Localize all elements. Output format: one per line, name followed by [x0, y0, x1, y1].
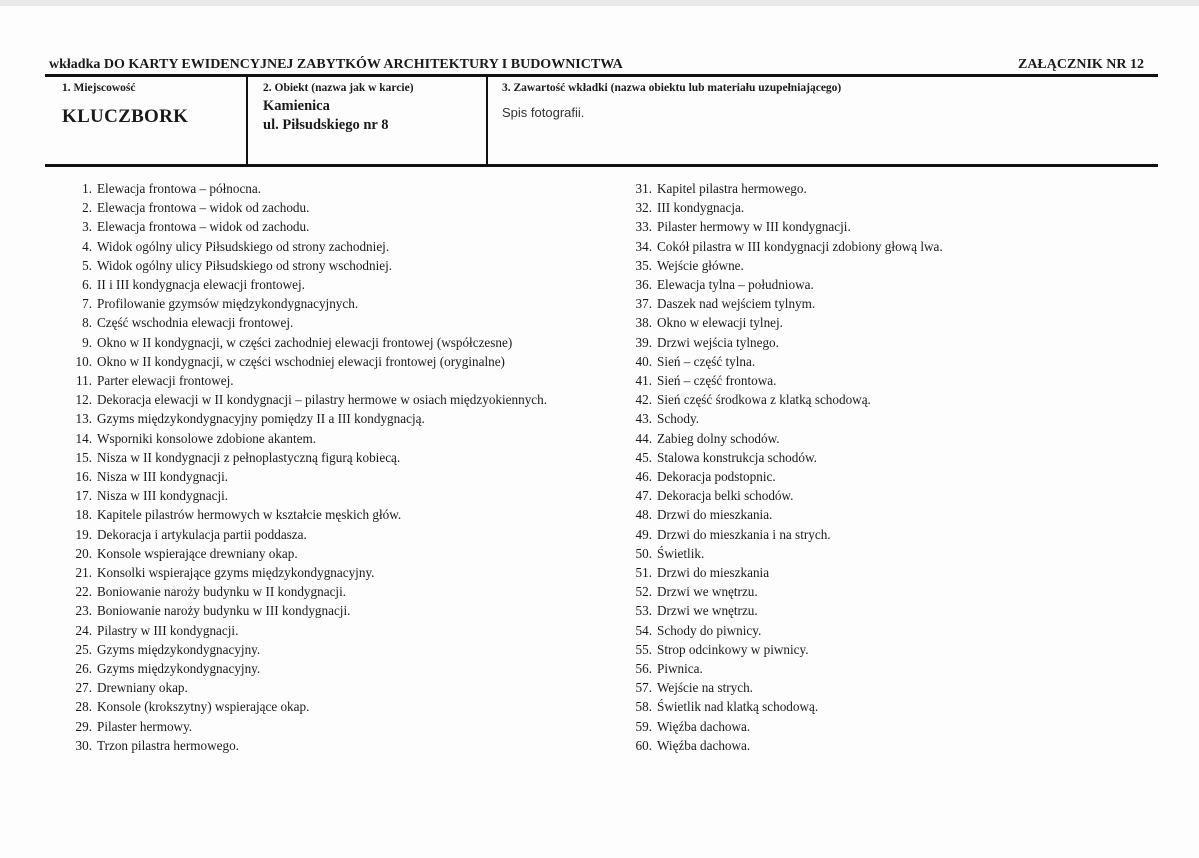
list-item-text: Dekoracja podstopnic.: [657, 469, 776, 485]
scan-edge: [0, 0, 1199, 6]
list-item-text: Dekoracja i artykulacja partii poddasza.: [97, 526, 307, 542]
content-label: 3. Zawartość wkładki (nazwa obiektu lub materiału uzupełniającego): [502, 82, 842, 94]
list-item-text: Elewacja frontowa – północna.: [97, 181, 262, 196]
list-item: [58, 544, 594, 563]
list-item: [618, 256, 1158, 275]
list-item-number: 14.: [75, 430, 92, 446]
list-item: [618, 352, 1158, 371]
list-item: [618, 582, 1158, 601]
list-item-number: 6.: [82, 277, 92, 293]
list-item-number: 30.: [75, 737, 92, 753]
list-item: [58, 659, 594, 678]
list-item-number: 8.: [82, 315, 92, 331]
list-item-text: Konsole (krokszytny) wspierające okap.: [97, 699, 310, 715]
list-item-text: Drzwi do mieszkania: [657, 565, 770, 581]
list-item-number: 33.: [635, 219, 652, 235]
list-item-text: Nisza w III kondygnacji.: [97, 488, 229, 504]
list-item: [618, 333, 1158, 352]
list-item-text: Gzyms międzykondygnacyjny.: [97, 641, 261, 657]
list-item: [618, 505, 1158, 524]
list-item-number: 29.: [75, 718, 92, 734]
list-item-text: Więźba dachowa.: [657, 718, 751, 734]
list-item-text: Nisza w III kondygnacji.: [97, 469, 229, 485]
list-item-number: 26.: [75, 661, 92, 677]
list-item-text: Konsolki wspierające gzyms międzykondygnacyjny.: [97, 565, 375, 581]
list-item-number: 58.: [635, 699, 652, 715]
list-item: [58, 448, 594, 467]
list-item-number: 31.: [635, 181, 652, 196]
list-item: [58, 179, 594, 198]
list-item: [618, 448, 1158, 467]
list-item-number: 17.: [75, 488, 92, 504]
list-item-text: Okno w elewacji tylnej.: [657, 315, 783, 331]
list-item: [58, 601, 594, 620]
list-item: [58, 640, 594, 659]
list-item-text: Drzwi do mieszkania.: [657, 507, 773, 523]
list-item: [58, 237, 594, 256]
list-item: [58, 256, 594, 275]
list-item-number: 22.: [75, 584, 92, 600]
photo-list-right: [618, 179, 1158, 755]
list-item: [58, 582, 594, 601]
list-item-text: Okno w II kondygnacji, w części wschodniej elewacji frontowej (oryginalne): [97, 353, 505, 369]
list-item-number: 44.: [635, 430, 652, 446]
locality-value: KLUCZBORK: [62, 106, 189, 127]
list-item: [618, 697, 1158, 716]
list-item-text: Okno w II kondygnacji, w części zachodniej elewacji frontowej (współczesne): [97, 334, 513, 350]
list-item-number: 4.: [82, 238, 92, 254]
list-item-number: 48.: [635, 507, 652, 523]
list-item-number: 45.: [635, 449, 652, 465]
list-item: [58, 621, 594, 640]
list-item: [58, 429, 594, 448]
list-item-text: Wsporniki konsolowe zdobione akantem.: [97, 430, 317, 446]
list-item-text: Pilastry w III kondygnacji.: [97, 622, 239, 638]
list-item-number: 18.: [75, 507, 92, 523]
list-item: [58, 505, 594, 524]
list-item: [58, 486, 594, 505]
list-item-text: Sień – część tylna.: [657, 353, 756, 369]
locality-label: 1. Miejscowość: [62, 82, 136, 94]
list-item: [58, 697, 594, 716]
list-item: [618, 429, 1158, 448]
list-item-text: Drzwi we wnętrzu.: [657, 584, 758, 600]
list-item-number: 2.: [82, 200, 92, 216]
list-item-number: 54.: [635, 622, 652, 638]
list-item-text: II i III kondygnacja elewacji frontowej.: [97, 277, 305, 293]
list-item-text: Drzwi do mieszkania i na strych.: [657, 526, 831, 542]
list-item-text: Część wschodnia elewacji frontowej.: [97, 315, 294, 331]
list-item-number: 51.: [635, 565, 652, 581]
list-item: [58, 678, 594, 697]
list-item-text: Dekoracja elewacji w II kondygnacji – pilastry hermowe w osiach międzyokiennych.: [97, 392, 548, 408]
list-item: [618, 409, 1158, 428]
list-item-number: 55.: [635, 641, 652, 657]
list-item-number: 53.: [635, 603, 652, 619]
list-item-number: 37.: [635, 296, 652, 312]
list-item-text: Schody do piwnicy.: [657, 622, 762, 638]
list-item-text: Widok ogólny ulicy Piłsudskiego od strony zachodniej.: [97, 238, 390, 254]
list-item-text: Drzwi we wnętrzu.: [657, 603, 758, 619]
list-item-text: Dekoracja belki schodów.: [657, 488, 794, 504]
list-item-text: Elewacja tylna – południowa.: [657, 277, 814, 293]
list-item: [58, 217, 594, 236]
list-item-number: 39.: [635, 334, 652, 350]
list-item-text: Kapitel pilastra hermowego.: [657, 181, 807, 196]
photo-list-left: [58, 179, 594, 755]
list-item-number: 12.: [75, 392, 92, 408]
list-item-text: Profilowanie gzymsów międzykondygnacyjnych.: [97, 296, 359, 312]
list-item: [58, 525, 594, 544]
list-item-number: 34.: [635, 238, 652, 254]
list-item: [618, 179, 1158, 198]
list-item: [58, 313, 594, 332]
list-item-number: 43.: [635, 411, 652, 427]
list-item-number: 59.: [635, 718, 652, 734]
list-item-number: 20.: [75, 545, 92, 561]
list-item: [618, 275, 1158, 294]
list-item-text: Strop odcinkowy w piwnicy.: [657, 641, 809, 657]
list-item-number: 19.: [75, 526, 92, 542]
list-item: [58, 371, 594, 390]
list-item: [618, 601, 1158, 620]
list-item: [618, 525, 1158, 544]
list-item-number: 27.: [75, 680, 92, 696]
list-item-text: Elewacja frontowa – widok od zachodu.: [97, 219, 310, 235]
list-item: [58, 390, 594, 409]
content-value: Spis fotografii.: [502, 105, 585, 120]
list-item-text: III kondygnacja.: [657, 200, 745, 216]
list-item: [618, 640, 1158, 659]
list-item-number: 56.: [635, 661, 652, 677]
list-item-number: 60.: [635, 737, 652, 753]
list-item-text: Pilaster hermowy w III kondygnacji.: [657, 219, 851, 235]
list-item-number: 52.: [635, 584, 652, 600]
list-item-number: 49.: [635, 526, 652, 542]
list-item-text: Sień część środkowa z klatką schodową.: [657, 392, 871, 408]
list-item-number: 36.: [635, 277, 652, 293]
list-item-text: Kapitele pilastrów hermowych w kształcie męskich głów.: [97, 507, 402, 523]
list-item: [618, 198, 1158, 217]
list-item: [58, 717, 594, 736]
list-item: [618, 294, 1158, 313]
list-item-number: 11.: [76, 373, 92, 389]
list-item-text: Trzon pilastra hermowego.: [97, 737, 239, 753]
attachment-number: ZAŁĄCZNIK NR 12: [1017, 57, 1144, 72]
list-item: [58, 294, 594, 313]
list-item: [58, 736, 594, 755]
list-item: [618, 678, 1158, 697]
object-name: Kamienica: [263, 98, 330, 114]
list-item: [58, 409, 594, 428]
list-item-number: 7.: [82, 296, 92, 312]
list-item: [58, 275, 594, 294]
list-item-number: 5.: [82, 257, 92, 273]
list-item: [58, 352, 594, 371]
list-item-text: Elewacja frontowa – widok od zachodu.: [97, 200, 310, 216]
list-item-text: Wejście główne.: [657, 257, 744, 273]
list-item-number: 42.: [635, 392, 652, 408]
list-item-number: 41.: [635, 373, 652, 389]
list-item-number: 9.: [82, 334, 92, 350]
list-item-text: Wejście na strych.: [657, 680, 753, 696]
list-item-text: Stalowa konstrukcja schodów.: [657, 449, 817, 465]
list-item: [618, 659, 1158, 678]
list-item: [58, 198, 594, 217]
list-item: [618, 563, 1158, 582]
list-item-number: 3.: [82, 219, 92, 235]
list-item: [618, 467, 1158, 486]
list-item-number: 16.: [75, 469, 92, 485]
list-item-number: 46.: [635, 469, 652, 485]
list-item: [618, 736, 1158, 755]
list-item: [58, 333, 594, 352]
list-item: [58, 467, 594, 486]
list-item-text: Drewniany okap.: [97, 680, 188, 696]
list-item-text: Sień – część frontowa.: [657, 373, 777, 389]
list-item-number: 23.: [75, 603, 92, 619]
list-item-text: Cokół pilastra w III kondygnacji zdobiony głową lwa.: [657, 238, 943, 254]
list-item-text: Gzyms międzykondygnacyjny.: [97, 661, 261, 677]
list-item-number: 28.: [75, 699, 92, 715]
list-item-text: Zabieg dolny schodów.: [657, 430, 780, 446]
column-divider-1: [246, 77, 248, 165]
list-item-text: Pilaster hermowy.: [97, 718, 193, 734]
list-item-text: Drzwi wejścia tylnego.: [657, 334, 779, 350]
list-item-number: 13.: [75, 411, 92, 427]
list-item-number: 25.: [75, 641, 92, 657]
list-item-number: 15.: [75, 449, 92, 465]
list-item: [618, 313, 1158, 332]
list-item-number: 21.: [75, 565, 92, 581]
list-item-number: 35.: [635, 257, 652, 273]
list-item-text: Schody.: [657, 411, 700, 427]
list-item-text: Parter elewacji frontowej.: [97, 373, 234, 389]
list-item-number: 32.: [635, 200, 652, 216]
list-item-text: Więźba dachowa.: [657, 737, 751, 753]
column-divider-2: [486, 77, 488, 165]
object-label: 2. Obiekt (nazwa jak w karcie): [263, 82, 414, 94]
list-item: [618, 717, 1158, 736]
list-item-number: 47.: [635, 488, 652, 504]
list-item-text: Konsole wspierające drewniany okap.: [97, 545, 298, 561]
form-title: wkładka DO KARTY EWIDENCYJNEJ ZABYTKÓW ARCHITEKTURY I BUDOWNICTWA: [49, 57, 623, 72]
list-item-number: 57.: [635, 680, 652, 696]
list-item: [618, 486, 1158, 505]
list-item-number: 50.: [635, 545, 652, 561]
list-item-number: 24.: [75, 622, 92, 638]
list-item: [618, 371, 1158, 390]
list-item-number: 10.: [75, 353, 92, 369]
list-item: [58, 563, 594, 582]
list-item-number: 40.: [635, 353, 652, 369]
list-item-text: Świetlik nad klatką schodową.: [657, 699, 819, 715]
list-item: [618, 237, 1158, 256]
list-item: [618, 390, 1158, 409]
list-item: [618, 217, 1158, 236]
list-item-text: Gzyms międzykondygnacyjny pomiędzy II a III kondygnacją.: [97, 411, 425, 427]
fields-bottom-rule: [45, 164, 1158, 167]
list-item-text: Daszek nad wejściem tylnym.: [657, 296, 816, 312]
list-item-text: Piwnica.: [657, 661, 703, 677]
list-item: [618, 621, 1158, 640]
object-address: ul. Piłsudskiego nr 8: [263, 117, 389, 133]
list-item-number: 38.: [635, 315, 652, 331]
list-item-text: Nisza w II kondygnacji z pełnoplastyczną figurą kobiecą.: [97, 449, 401, 465]
list-item-text: Świetlik.: [657, 545, 705, 561]
header-rule: [45, 74, 1158, 77]
list-item-text: Boniowanie naroży budynku w II kondygnacji.: [97, 584, 347, 600]
list-item-text: Widok ogólny ulicy Piłsudskiego od strony wschodniej.: [97, 257, 393, 273]
list-item-text: Boniowanie naroży budynku w III kondygnacji.: [97, 603, 351, 619]
list-item-number: 1.: [82, 181, 92, 196]
list-item: [618, 544, 1158, 563]
